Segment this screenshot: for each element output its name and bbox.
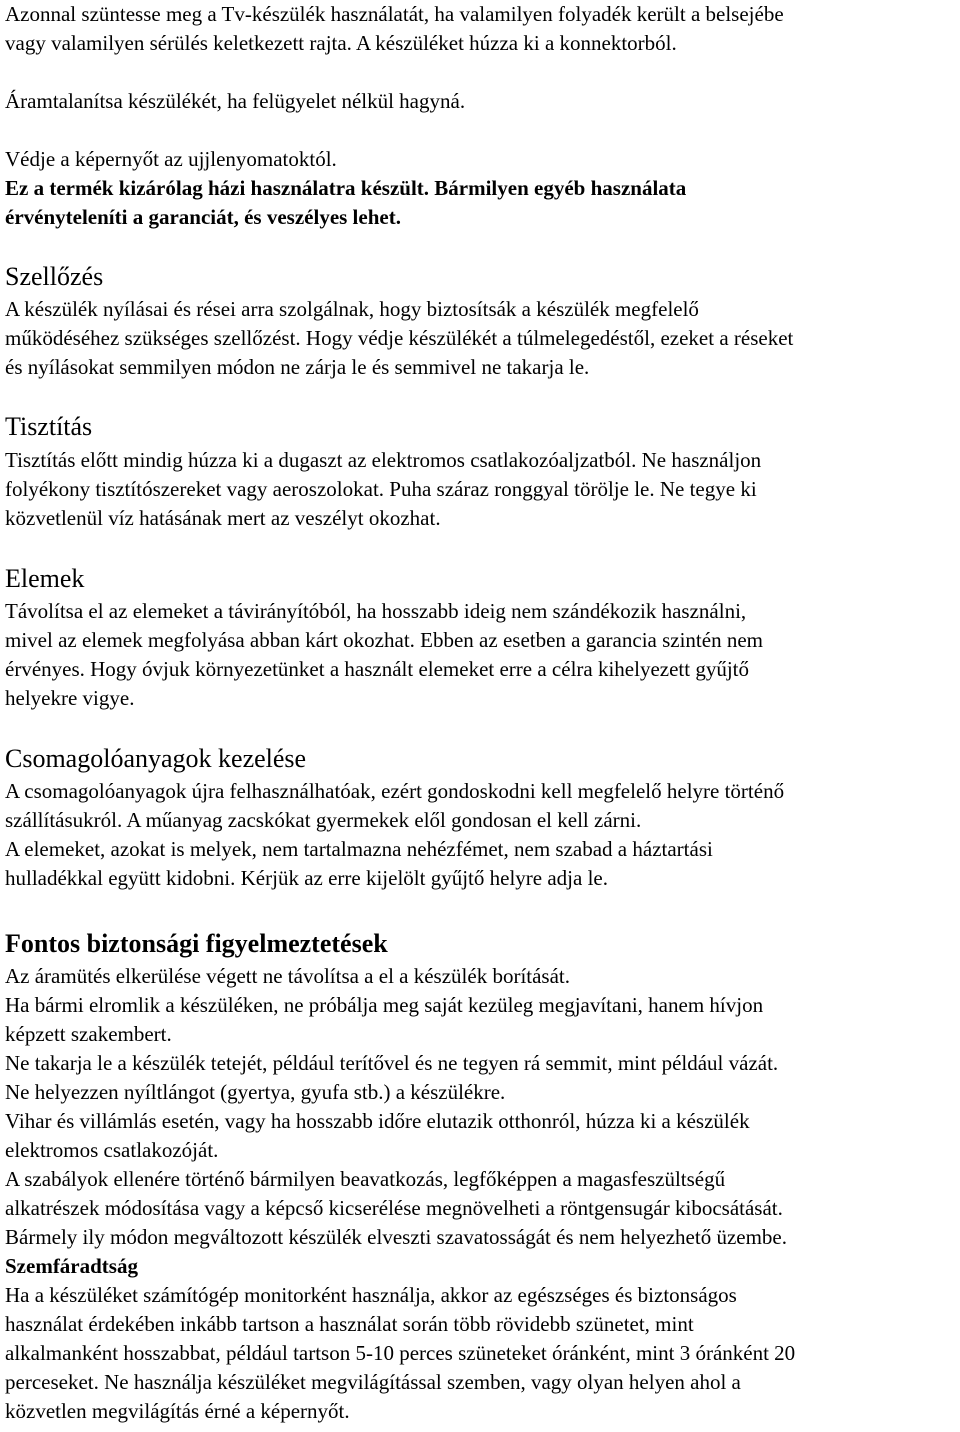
eyestrain-line: használat érdekében inkább tartson a használat során több rövidebb szünetet, mint [5,1312,694,1336]
section-heading-batteries: Elemek [5,564,85,593]
section-heading-ventilation: Szellőzés [5,262,104,291]
packaging-line: hulladékkal együtt kidobni. Kérjük az erre kijelölt gyűjtő helyre adja le. [5,866,608,890]
cleaning-line: Tisztítás előtt mindig húzza ki a dugaszt az elektromos csatlakozóaljzatból. Ne használjon [5,448,762,472]
batteries-line: Távolítsa el az elemeket a távirányítóból, ha hosszabb ideig nem szándékozik használni, [5,599,747,623]
warning-line: érvényteleníti a garanciát, és veszélyes lehet. [5,205,401,229]
warning-line: Ez a termék kizárólag házi használatra készült. Bármilyen egyéb használata [5,176,687,200]
subheading-eyestrain: Szemfáradtság [5,1254,138,1278]
safety-line: Ne helyezzen nyíltlángot (gyertya, gyufa stb.) a készülékre. [5,1080,506,1104]
packaging-line: szállításukról. A műanyag zacskókat gyermekek elől gondosan el kell zárni. [5,808,642,832]
intro-line: Áramtalanítsa készülékét, ha felügyelet nélkül hagyná. [5,89,466,113]
ventilation-line: működéséhez szükséges szellőzést. Hogy védje készülékét a túlmelegedéstől, ezeket a réseket [5,326,794,350]
eyestrain-line: Ha a készüléket számítógép monitorként használja, akkor az egészséges és biztonságos [5,1283,737,1307]
section-heading-packaging: Csomagolóanyagok kezelése [5,744,307,773]
intro-line: vagy valamilyen sérülés keletkezett rajta. A készüléket húzza ki a konnektorból. [5,31,677,55]
batteries-line: mivel az elemek megfolyása abban kárt okozhat. Ebben az esetben a garancia szintén nem [5,628,763,652]
intro-line: Azonnal szüntesse meg a Tv-készülék használatát, ha valamilyen folyadék került a belsejébe [5,2,784,26]
section-heading-safety: Fontos biztonsági figyelmeztetések [5,929,388,958]
packaging-line: A csomagolóanyagok újra felhasználhatóak, ezért gondoskodni kell megfelelő helyre történő [5,779,785,803]
eyestrain-line: közvetlen megvilágítás érné a képernyőt. [5,1399,350,1423]
safety-line: Ha bármi elromlik a készüléken, ne próbálja meg saját kezüleg megjavítani, hanem hívjon [5,993,764,1017]
batteries-line: érvényes. Hogy óvjuk környezetünket a használt elemeket erre a célra kihelyezett gyűjtő [5,657,750,681]
cleaning-line: folyékony tisztítószereket vagy aeroszolokat. Puha száraz ronggyal törölje le. Ne tegye ki [5,477,757,501]
safety-line: elektromos csatlakozóját. [5,1138,219,1162]
section-heading-cleaning: Tisztítás [5,412,93,441]
safety-line: A szabályok ellenére történő bármilyen beavatkozás, legfőképpen a magasfeszültségű [5,1167,726,1191]
safety-line: képzett szakembert. [5,1022,172,1046]
batteries-line: helyekre vigye. [5,686,135,710]
ventilation-line: és nyílásokat semmilyen módon ne zárja le és semmivel ne takarja le. [5,355,590,379]
safety-line: Az áramütés elkerülése végett ne távolítsa a el a készülék borítását. [5,964,571,988]
safety-line: alkatrészek módosítása vagy a képcső kicserélése megnövelheti a röntgensugár kibocsátását. [5,1196,783,1220]
safety-line: Bármely ily módon megváltozott készülék elveszti szavatosságát és nem helyezhető üzembe. [5,1225,787,1249]
cleaning-line: közvetlenül víz hatásának mert az veszélyt okozhat. [5,506,441,530]
intro-line: Védje a képernyőt az ujjlenyomatoktól. [5,147,337,171]
ventilation-line: A készülék nyílásai és rései arra szolgálnak, hogy biztosítsák a készülék megfelelő [5,297,699,321]
eyestrain-line: alkalmanként hosszabbat, például tartson 5-10 perces szüneteket óránként, mint 3 óránként 20 [5,1341,796,1365]
packaging-line: A elemeket, azokat is melyek, nem tartalmazna nehézfémet, nem szabad a háztartási [5,837,713,861]
safety-line: Vihar és villámlás esetén, vagy ha hosszabb időre elutazik otthonról, húzza ki a készülék [5,1109,750,1133]
safety-line: Ne takarja le a készülék tetejét, például terítővel és ne tegyen rá semmit, mint például vázát. [5,1051,779,1075]
eyestrain-line: perceseket. Ne használja készüléket megvilágítással szemben, vagy olyan helyen ahol a [5,1370,741,1394]
